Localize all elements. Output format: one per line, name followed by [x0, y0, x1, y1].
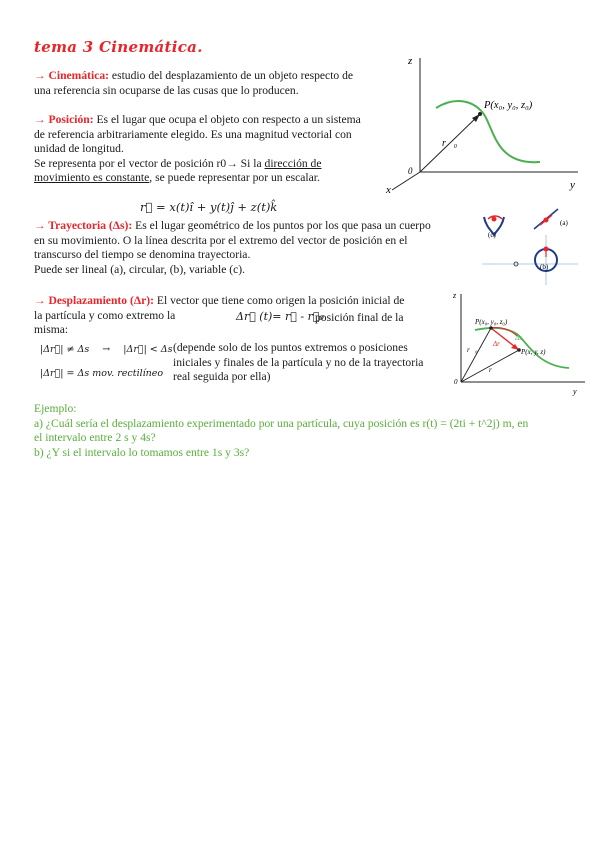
note-line-2: iniciales y finales de la partícula y no de la trayectoria	[173, 355, 424, 369]
desplazamiento-label: → Desplazamiento (Δr):	[34, 294, 154, 307]
x-axis	[392, 172, 420, 190]
dr-label: Δr⃗	[493, 340, 506, 348]
trayectoria-paragraph	[34, 219, 431, 277]
cinematica-paragraph	[34, 69, 353, 98]
note-line-3: real seguida por ella)	[173, 370, 271, 384]
ejemplo-a-line-1: a) ¿Cuál sería el desplazamiento experimentado por una partícula, cuya posición es r(t) = (2ti + t^2j) m, en	[34, 416, 529, 430]
r-label: r⃗	[489, 366, 498, 374]
inequality-1a: |Δr⃗| ≠ Δs	[40, 344, 90, 355]
label-a: (a)	[560, 219, 568, 227]
position-formula: r⃗ = x(t)î + y(t)ĵ + z(t)k̂	[140, 200, 278, 214]
displacement-formula: Δr⃗ (t)= r⃗ - r⃗₀	[236, 310, 324, 323]
z-axis-label: z	[408, 55, 413, 67]
cinematica-text-1: estudio del desplazamiento de un objeto respecto de	[109, 69, 354, 82]
desplazamiento-text-2: la partícula y como extremo la	[34, 308, 176, 322]
inequality-1c: |Δr⃗| < Δs	[123, 344, 173, 355]
y-axis-label: y	[573, 387, 577, 396]
p0-label: P(x₀, y₀, z₀)	[475, 318, 508, 326]
ejemplo-heading: Ejemplo:	[34, 402, 77, 415]
posicion-text-5: , se puede representar por un escalar.	[149, 171, 320, 185]
posicion-text-1: Es el lugar que ocupa el objeto con respecto a un sistema	[93, 113, 361, 126]
inequality-2: |Δr⃗| = Δs mov. rectilíneo	[40, 368, 164, 379]
p-label: P(x, y, z)	[521, 348, 546, 356]
posicion-text-4: Se representa por el vector de posición r0→ Si la	[34, 156, 265, 170]
r0-label: r⃗₀	[442, 138, 458, 149]
displacement-figure	[445, 288, 590, 400]
cinematica-label: → Cinemática:	[34, 69, 110, 82]
trajectory-types-figure	[478, 205, 582, 285]
ejemplo-b: b) ¿Y si el intervalo lo tomamos entre 1s y 3s?	[34, 445, 250, 459]
page-title: tema 3 Cinemática.	[34, 38, 203, 56]
point-p	[478, 112, 482, 116]
label-c: (c)	[488, 231, 496, 239]
trayectoria-text-4: Puede ser lineal (a), circular, (b), variable (c).	[34, 262, 246, 276]
ejemplo-section	[34, 402, 528, 460]
note-line-1: (depende solo de los puntos extremos o posiciones	[173, 341, 408, 354]
point-p-label: P(x₀, y₀, z₀)	[484, 100, 533, 111]
r0-label: r⃗₀	[467, 346, 478, 354]
desplazamiento-text-3: misma:	[34, 323, 69, 337]
posicion-text-3: unidad de longitud.	[34, 142, 124, 156]
position-vector-figure	[380, 50, 590, 200]
origin-label: 0	[454, 378, 458, 386]
linear-point	[544, 218, 549, 223]
label-b: (b)	[540, 263, 549, 271]
ejemplo-a-line-2: el intervalo entre 2 s y 4s?	[34, 431, 156, 445]
trayectoria-text-2: en su movimiento. O la línea descrita por el extremo del vector de posición en el	[34, 233, 408, 247]
posicion-paragraph	[34, 113, 361, 186]
cinematica-text-2: una referencia sin ocuparse de las cusas que lo producen.	[34, 83, 299, 97]
initial-point	[489, 326, 493, 330]
y-axis-label: y	[570, 179, 575, 191]
desplazamiento-text-2b: posición final de la	[315, 311, 404, 324]
inequality-row-1	[40, 344, 173, 355]
posicion-label: → Posición:	[34, 113, 94, 126]
posicion-text-2: de referencia arbitrariamente elegido. Es una magnitud vectorial con	[34, 127, 352, 141]
trayectoria-label: → Trayectoria (Δs):	[34, 219, 133, 232]
desplazamiento-text-1: El vector que tiene como origen la posición inicial de	[153, 294, 405, 307]
desplazamiento-note	[173, 341, 423, 385]
variable-point	[492, 217, 497, 222]
inequalities-box	[37, 341, 173, 387]
ds-label: Δs	[515, 334, 522, 342]
origin-label: 0	[408, 166, 413, 176]
z-axis-label: z	[453, 291, 457, 300]
arrow-icon: →	[102, 344, 111, 355]
x-axis-label: x	[386, 184, 391, 196]
posicion-text-4-underlined: dirección de	[264, 156, 322, 170]
trayectoria-text-1: Es el lugar geométrico de los puntos por los que pasa un cuerpo	[132, 219, 431, 232]
posicion-text-5-underlined: movimiento es constante	[34, 171, 150, 185]
trayectoria-text-3: transcurso del tiempo se denomina trayectoria.	[34, 248, 251, 262]
